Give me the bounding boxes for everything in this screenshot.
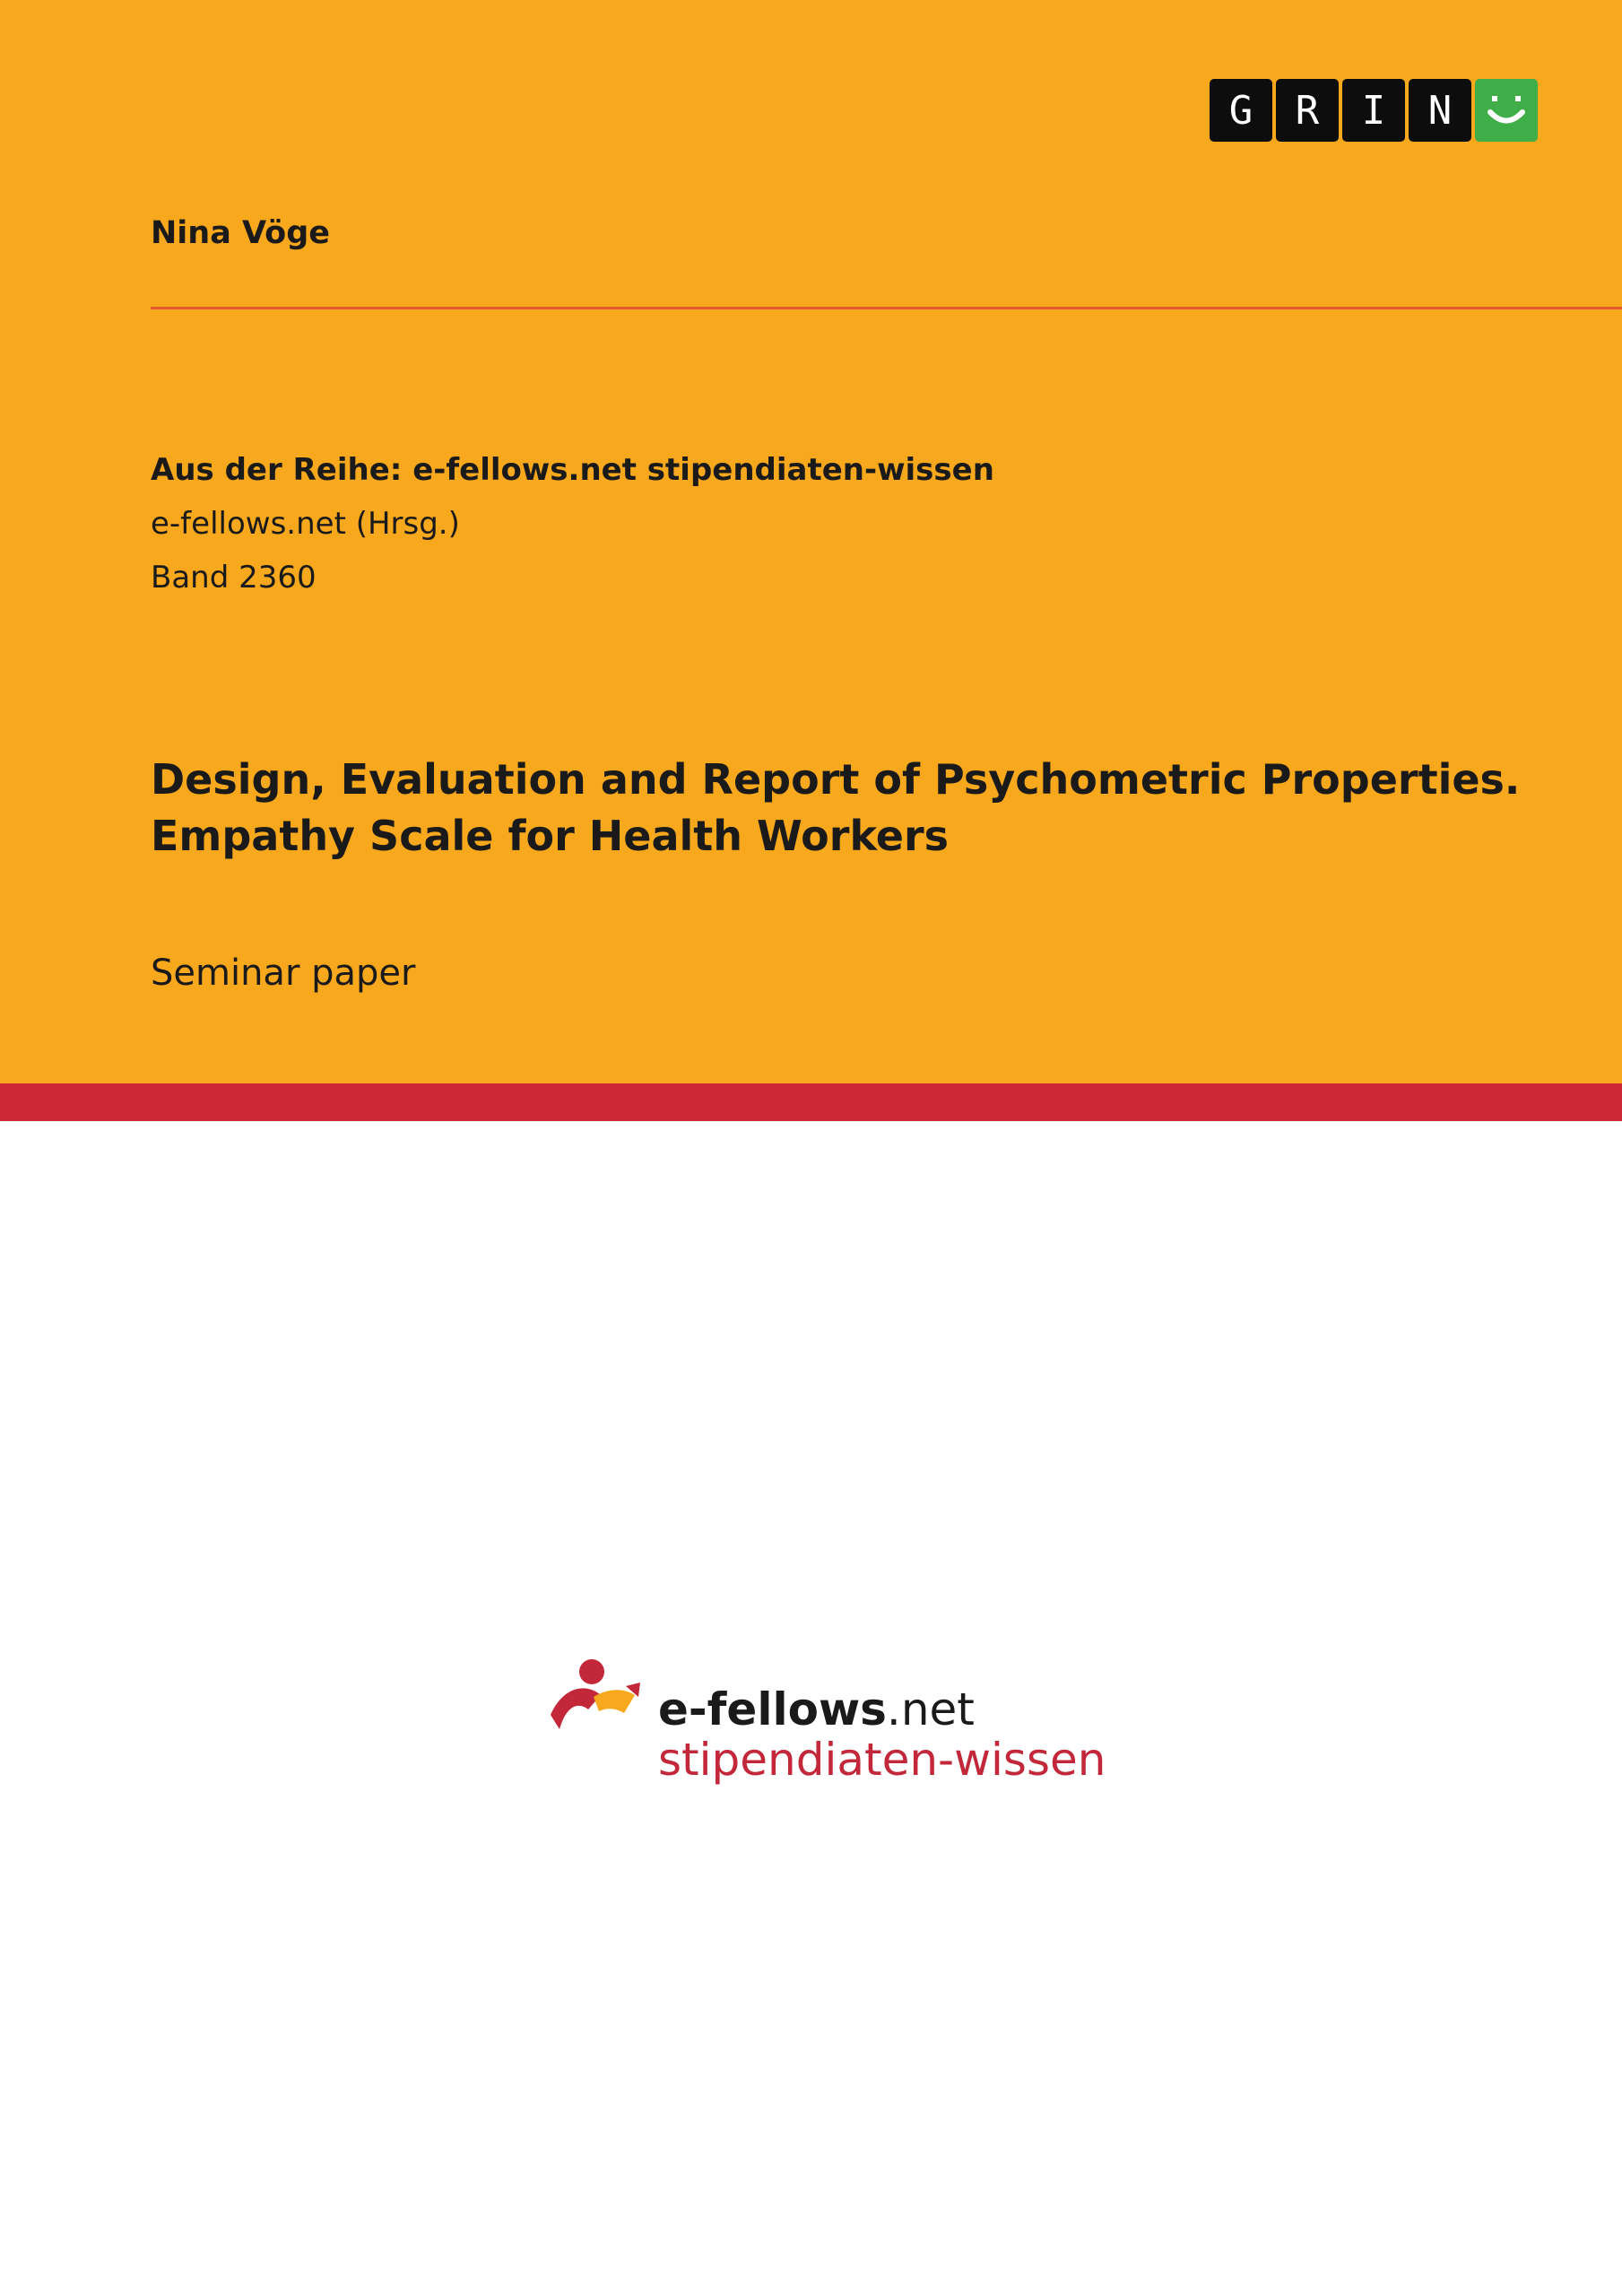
cover-red-stripe (0, 1083, 1622, 1121)
e-fellows-tagline: stipendiaten-wissen (658, 1734, 1106, 1786)
e-fellows-wordmark (658, 1683, 975, 1736)
series-title: Aus der Reihe: e-fellows.net stipendiaten-wissen (151, 452, 994, 488)
grin-letter-i: I (1342, 79, 1405, 142)
grin-letter-r: R (1276, 79, 1339, 142)
document-type: Seminar paper (151, 952, 416, 994)
book-title (151, 752, 1549, 865)
e-fellows-domain: .net (886, 1683, 975, 1735)
smiley-icon (1475, 79, 1538, 142)
header-divider (151, 307, 1622, 309)
book-title-line-1: Design, Evaluation and Report of Psychometric Properties. (151, 755, 1521, 804)
grin-publisher-logo (1210, 79, 1538, 142)
author-name: Nina Vöge (151, 215, 331, 251)
smiley-icon-graphic (1475, 79, 1538, 142)
e-fellows-name: e-fellows (658, 1683, 887, 1735)
book-title-line-2: Empathy Scale for Health Workers (151, 812, 950, 860)
series-editor: e-fellows.net (Hrsg.) (151, 506, 460, 542)
series-volume: Band 2360 (151, 560, 317, 596)
grin-letter-g: G (1210, 79, 1272, 142)
grin-letter-n: N (1409, 79, 1471, 142)
series-info (151, 443, 994, 604)
e-fellows-logo (547, 1650, 1106, 1794)
cover-header-band (0, 0, 1622, 1083)
e-fellows-figure-icon (547, 1656, 646, 1745)
